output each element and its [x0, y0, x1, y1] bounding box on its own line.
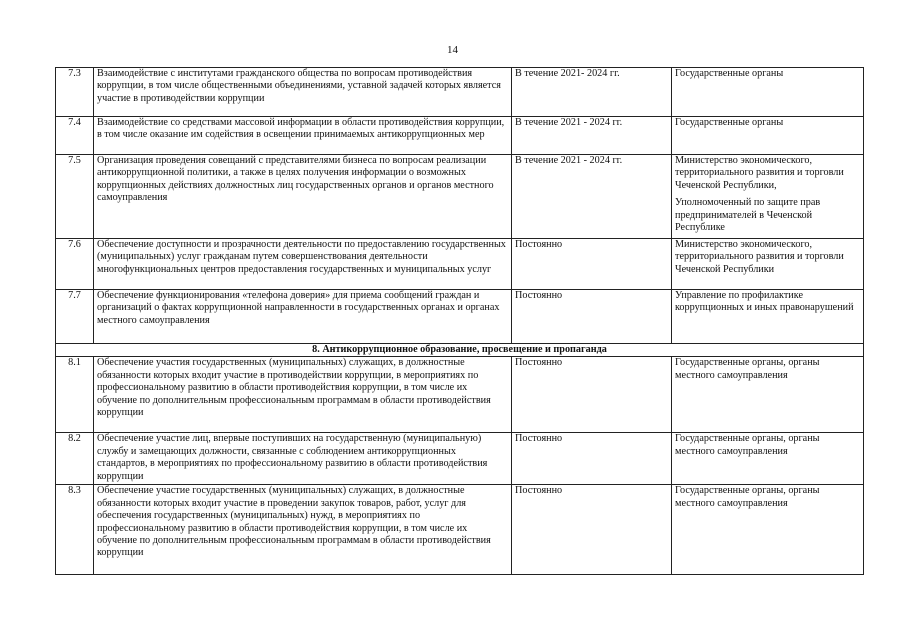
row-number: 7.7: [56, 290, 94, 344]
responsible-cell: Государственные органы, органы местного самоуправления: [672, 485, 864, 575]
responsible-cell: [672, 290, 864, 344]
responsible-cell: [672, 155, 864, 239]
term-cell: В течение 2021 - 2024 гг.: [512, 117, 672, 155]
term-cell: Постоянно: [512, 433, 672, 485]
row-number: 8.3: [56, 485, 94, 575]
row-number: 8.1: [56, 357, 94, 433]
term-cell: В течение 2021- 2024 гг.: [512, 68, 672, 117]
row-number: 7.5: [56, 155, 94, 239]
term-cell: В течение 2021 - 2024 гг.: [512, 155, 672, 239]
row-number: 7.3: [56, 68, 94, 117]
table-row: [56, 68, 864, 117]
responsible-text: Министерство экономического, территориального развития и торговли Чеченской Республики: [675, 239, 844, 275]
responsible-cell: [672, 68, 864, 117]
term-cell: Постоянно: [512, 485, 672, 575]
responsible-text: Уполномоченный по защите прав предпринимателей в Чеченской Республике: [675, 197, 821, 234]
table-row: [56, 155, 864, 239]
term-cell: Постоянно: [512, 239, 672, 290]
section-header-row: [56, 344, 864, 357]
responsible-text: Государственные органы: [675, 117, 784, 128]
action-cell: Обеспечение участие лиц, впервые поступивших на государственную (муниципальную) службу и замещающих должности, связанные с соблюдением антикоррупционных стандартов, в мероприятиях по профессиональному развитию в области противодействия коррупции: [94, 433, 512, 485]
measures-table: [55, 67, 864, 575]
section-title: 8. Антикоррупционное образование, просвещение и пропаганда: [56, 344, 864, 357]
table-row: [56, 357, 864, 433]
action-cell: Обеспечение участие государственных (муниципальных) служащих, в должностные обязанности которых входит участие в проведении закупок товаров, работ, услуг для обеспечения государственных (муниципальных) нужд, в мероприятиях по профессиональному развитию в области противодействия коррупции, в том числе их обучение по дополнительным профессиональным программам в области противодействия коррупции: [94, 485, 512, 575]
table-row: [56, 117, 864, 155]
responsible-text: Управление по профилактике коррупционных и иных правонарушений: [675, 290, 854, 314]
table-row: [56, 433, 864, 485]
action-cell: Взаимодействие со средствами массовой информации в области противодействия коррупции, в том числе оказание им содействия в освещении принимаемых антикоррупционных мер: [94, 117, 512, 155]
table-row: [56, 239, 864, 290]
page-number: 14: [447, 44, 458, 56]
responsible-text: Государственные органы: [675, 68, 784, 79]
table-row: [56, 290, 864, 344]
action-cell: Обеспечение функционирования «телефона доверия» для приема сообщений граждан и организаций о фактах коррупционной направленности в государственных органах и органах местного самоуправления: [94, 290, 512, 344]
responsible-cell: [672, 239, 864, 290]
responsible-text: Министерство экономического, территориального развития и торговли Чеченской Республики,: [675, 155, 844, 191]
table-row: [56, 485, 864, 575]
responsible-cell: [672, 117, 864, 155]
row-number: 7.4: [56, 117, 94, 155]
row-number: 7.6: [56, 239, 94, 290]
responsible-cell: Государственные органы, органы местного самоуправления: [672, 357, 864, 433]
action-cell: Обеспечение доступности и прозрачности деятельности по предоставлению государственных (муниципальных) услуг гражданам путем совершенствования деятельности многофункциональных центров предоставления государственных и муниципальных услуг: [94, 239, 512, 290]
row-number: 8.2: [56, 433, 94, 485]
term-cell: Постоянно: [512, 290, 672, 344]
action-cell: Обеспечение участия государственных (муниципальных) служащих, в должностные обязанности которых входит участие в противодействии коррупции, в мероприятиях по профессиональному развитию в области противодействия коррупции, в том числе их обучение по дополнительным профессиональным программам в области противодействия коррупции: [94, 357, 512, 433]
action-cell: Взаимодействие с институтами гражданского общества по вопросам противодействия коррупции, в том числе общественными объединениями, уставной задачей которых является участие в противодействии коррупции: [94, 68, 512, 117]
term-cell: Постоянно: [512, 357, 672, 433]
responsible-cell: Государственные органы, органы местного самоуправления: [672, 433, 864, 485]
action-cell: Организация проведения совещаний с представителями бизнеса по вопросам реализации антикоррупционной политики, а также в целях получения информации о возможных коррупционных действиях должностных лиц государственных органов и органов местного самоуправления: [94, 155, 512, 239]
